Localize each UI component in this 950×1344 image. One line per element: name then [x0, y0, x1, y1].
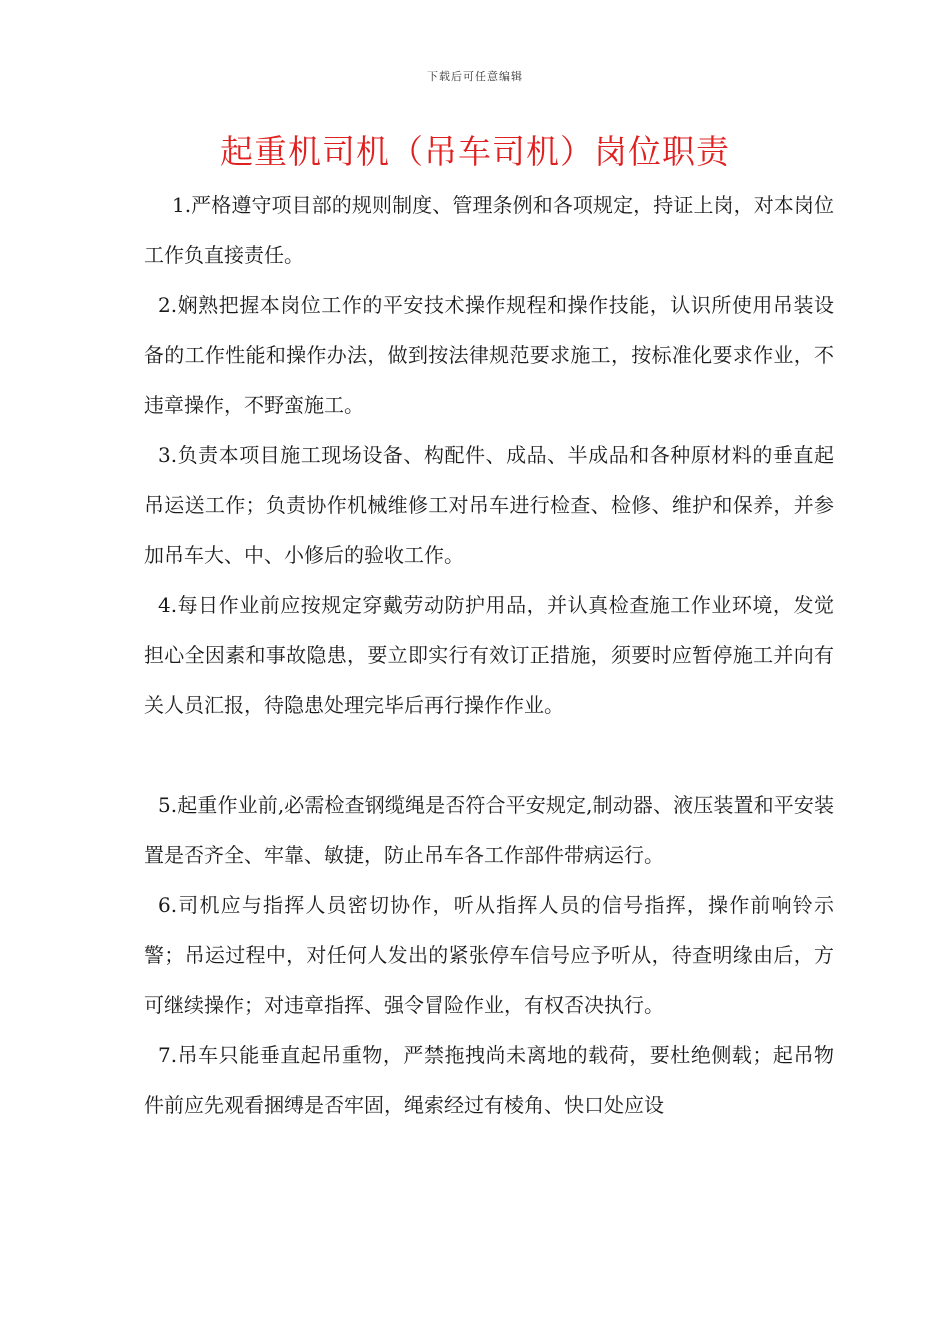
paragraph-5: 5.起重作业前,必需检查钢缆绳是否符合平安规定,制动器、液压装置和平安装置是否齐全、牢靠、敏捷，防止吊车各工作部件带病运行。 [144, 793, 834, 867]
paragraph-2: 2.娴熟把握本岗位工作的平安技术操作规程和操作技能，认识所使用吊装设备的工作性能和操作办法，做到按法律规范要求施工，按标准化要求作业，不违章操作，不野蛮施工。 [144, 293, 834, 417]
paragraph-6: 6.司机应与指挥人员密切协作，听从指挥人员的信号指挥，操作前响铃示警；吊运过程中，对任何人发出的紧张停车信号应予听从，待查明缘由后，方可继续操作；对违章指挥、强令冒险作业，有权否决执行。 [144, 893, 834, 1017]
paragraph-3: 3.负责本项目施工现场设备、构配件、成品、半成品和各种原材料的垂直起吊运送工作；负责协作机械维修工对吊车进行检查、检修、维护和保养，并参加吊车大、中、小修后的验收工作。 [144, 443, 834, 567]
paragraph-1: 1.严格遵守项目部的规则制度、管理条例和各项规定，持证上岗，对本岗位工作负直接责任。 [144, 193, 834, 267]
paragraph-4: 4.每日作业前应按规定穿戴劳动防护用品，并认真检查施工作业环境，发觉担心全因素和事故隐患，要立即实行有效订正措施，须要时应暂停施工并向有关人员汇报，待隐患处理完毕后再行操作作业。 [144, 593, 834, 717]
paragraph-7: 7.吊车只能垂直起吊重物，严禁拖拽尚未离地的载荷，要杜绝侧载；起吊物件前应先观看捆缚是否牢固，绳索经过有棱角、快口处应设 [144, 1043, 834, 1117]
document-title: 起重机司机（吊车司机）岗位职责 [220, 132, 730, 171]
document-body [144, 180, 834, 1130]
header-note: 下载后可任意编辑 [427, 70, 523, 83]
